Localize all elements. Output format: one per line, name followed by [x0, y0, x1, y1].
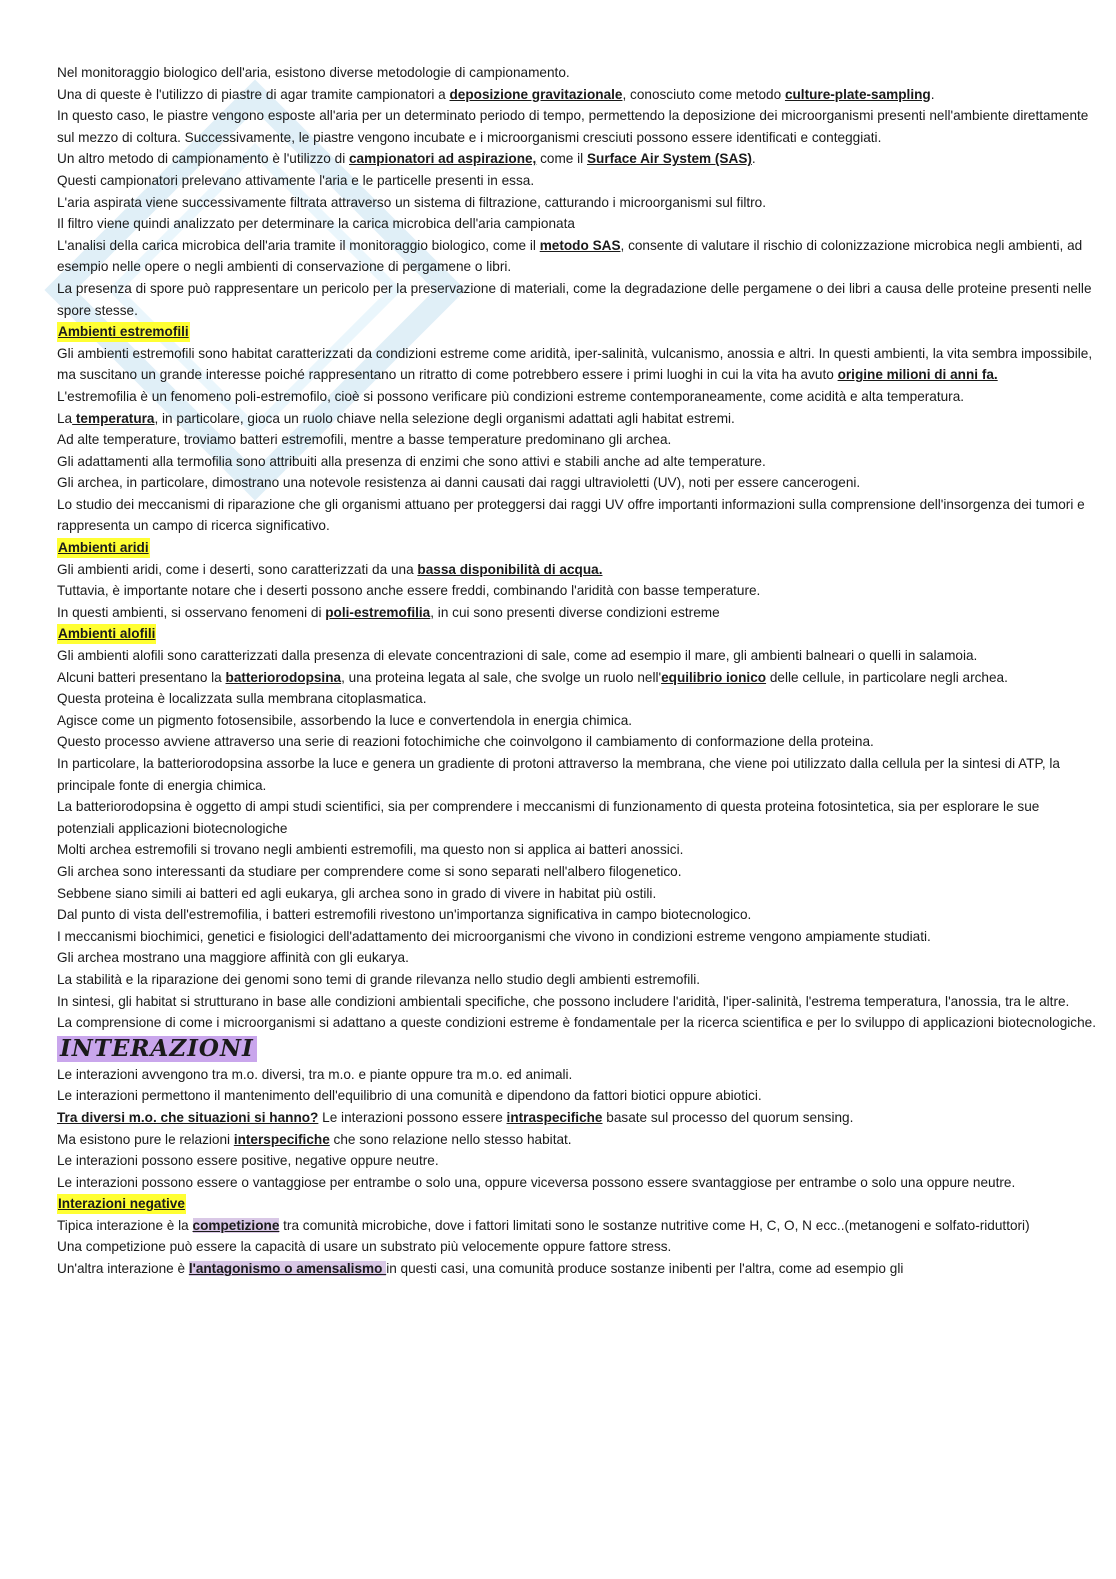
paragraph	[57, 1236, 1097, 1258]
document-body	[57, 62, 1097, 1280]
text-run: , consente di valutare il rischio di colonizzazione microbica negli ambienti, ad esempio nelle opere o negli ambienti di conservazione di pergamene o libri.	[57, 237, 1083, 275]
text-run: La stabilità e la riparazione dei genomi sono temi di grande rilevanza nello studio degli ambienti estremofili.	[57, 971, 701, 987]
text-run: Questo processo avviene attraverso una serie di reazioni fotochimiche che coinvolgono il cambiamento di conformazione della proteina.	[57, 734, 874, 750]
text-run: La batteriorodopsina è oggetto di ampi studi scientifici, sia per comprendere i meccanismi di funzionamento di questa proteina fotosintetica, sia per esplorare le sue potenziali applicazioni biotecnologiche	[57, 799, 1040, 836]
keyword: poli-estremofilia	[325, 604, 431, 620]
chapter-heading: INTERAZIONI	[57, 1036, 257, 1062]
paragraph	[57, 192, 1097, 214]
keyword: Surface Air System (SAS)	[586, 151, 752, 167]
paragraph	[57, 84, 1097, 106]
text-run: Questi campionatori prelevano attivamente l'aria e le particelle presenti in essa.	[57, 172, 535, 188]
paragraph	[57, 1215, 1097, 1237]
text-run: Questa proteina è localizzata sulla membrana citoplasmatica.	[57, 691, 427, 707]
paragraph	[57, 1258, 1097, 1280]
paragraph	[57, 105, 1097, 148]
text-run: Ma esistono pure le relazioni	[57, 1131, 234, 1147]
paragraph	[57, 991, 1097, 1013]
keyword: origine milioni di anni fa.	[837, 367, 998, 383]
text-run: In particolare, la batteriorodopsina assorbe la luce e genera un gradiente di protoni attraverso la membrana, che viene poi utilizzato dalla cellula per la sintesi di ATP, la principale fonte di energia chimica.	[57, 756, 1060, 793]
text-run: L'aria aspirata viene successivamente filtrata attraverso un sistema di filtrazione, catturando i microorganismi sul filtro.	[57, 194, 767, 210]
paragraph	[57, 1172, 1097, 1194]
paragraph	[57, 753, 1097, 796]
paragraph	[57, 904, 1097, 926]
keyword: batteriorodopsina	[225, 669, 342, 685]
text-run: Agisce come un pigmento fotosensibile, assorbendo la luce e convertendola in energia chimica.	[57, 712, 633, 728]
text-run: Gli archea mostrano una maggiore affinità con gli eukarya.	[57, 950, 409, 966]
paragraph	[57, 62, 1097, 84]
text-run: Nel monitoraggio biologico dell'aria, esistono diverse metodologie di campionamento.	[57, 65, 570, 80]
keyword: metodo SAS	[539, 237, 621, 253]
paragraph	[57, 386, 1097, 408]
paragraph	[57, 602, 1097, 624]
text-run: Gli ambienti estremofili sono habitat caratterizzati da condizioni estreme come aridità, iper-salinità, vulcanismo, anossia e altri. In questi ambienti, la vita sembra impossibile, ma suscitano un grande interesse poiché rappresentano un ritratto di come potrebbero essere i primi luoghi in cui la vita ha avuto	[57, 345, 1093, 383]
paragraph	[57, 559, 1097, 581]
paragraph	[57, 278, 1097, 321]
text-run: Alcuni batteri presentano la	[57, 669, 226, 685]
text-run: Sebbene siano simili ai batteri ed agli eukarya, gli archea sono in grado di vivere in habitat più ostili.	[57, 885, 657, 901]
text-run: Ad alte temperature, troviamo batteri estremofili, mentre a basse temperature predominano gli archea.	[57, 432, 672, 448]
text-run: basate sul processo del quorum sensing.	[602, 1109, 854, 1125]
paragraph	[57, 796, 1097, 839]
text-run: , in cui sono presenti diverse condizioni estreme	[430, 604, 720, 620]
paragraph	[57, 235, 1097, 278]
paragraph	[57, 645, 1097, 667]
paragraph	[57, 537, 1097, 559]
text-run: Gli archea, in particolare, dimostrano una notevole resistenza ai danni causati dai raggi ultravioletti (UV), noti per essere cancerogeni.	[57, 475, 861, 491]
paragraph	[57, 969, 1097, 991]
paragraph	[57, 710, 1097, 732]
paragraph	[57, 1085, 1097, 1107]
paragraph	[57, 1034, 1097, 1064]
text-run: La	[57, 410, 73, 426]
keyword: interspecifiche	[233, 1131, 330, 1147]
paragraph	[57, 947, 1097, 969]
paragraph	[57, 623, 1097, 645]
paragraph	[57, 1150, 1097, 1172]
keyword-highlight: competizione	[192, 1217, 280, 1233]
text-run: Gli adattamenti alla termofilia sono attribuiti alla presenza di enzimi che sono attivi e stabili anche ad alte temperature.	[57, 453, 766, 469]
text-run: Le interazioni permettono il mantenimento dell'equilibrio di una comunità e dipendono da fattori biotici oppure abiotici.	[57, 1088, 762, 1104]
keyword: temperatura	[72, 410, 155, 426]
paragraph	[57, 148, 1097, 170]
section-heading: Interazioni negative	[57, 1194, 186, 1214]
paragraph	[57, 688, 1097, 710]
text-run: Un'altra interazione è	[57, 1261, 189, 1277]
text-run: in questi casi, una comunità produce sostanze inibenti per l'altra, come ad esempio gli	[386, 1261, 904, 1277]
text-run: La presenza di spore può rappresentare un pericolo per la preservazione di materiali, come la degradazione delle pergamene o dei libri a causa delle proteine presenti nelle spore stesse.	[57, 280, 1092, 318]
text-run: In questi ambienti, si osservano fenomeni di	[57, 604, 326, 620]
paragraph	[57, 861, 1097, 883]
text-run: I meccanismi biochimici, genetici e fisiologici dell'adattamento dei microorganismi che vivono in condizioni estreme vengono ampiamente studiati.	[57, 928, 931, 944]
text-run: come il	[536, 151, 587, 167]
paragraph	[57, 321, 1097, 343]
text-run: Le interazioni possono essere	[318, 1109, 507, 1125]
text-run: Una di queste è l'utilizzo di piastre di agar tramite campionatori a	[57, 86, 450, 102]
paragraph	[57, 1107, 1097, 1129]
text-run: Le interazioni possono essere o vantaggiose per entrambe o solo una, oppure viceversa possono essere svantaggiose per entrambe o solo una oppure neutre.	[57, 1174, 1016, 1190]
paragraph	[57, 1012, 1097, 1034]
paragraph	[57, 580, 1097, 602]
paragraph	[57, 343, 1097, 386]
text-run: In questo caso, le piastre vengono esposte all'aria per un determinato periodo di tempo, permettendo la deposizione dei microorganismi presenti nell'ambiente direttamente sul mezzo di coltura. Successivamente, le piastre vengono incubate e i microorganismi cresciuti possono essere identificati e conteggiati.	[57, 108, 1089, 145]
text-run: , una proteina legata al sale, che svolge un ruolo nell'	[341, 669, 662, 685]
paragraph	[57, 926, 1097, 948]
paragraph	[57, 213, 1097, 235]
text-run: delle cellule, in particolare negli archea.	[766, 669, 1008, 685]
keyword: culture-plate-sampling	[784, 86, 931, 102]
keyword: deposizione gravitazionale	[449, 86, 623, 102]
paragraph	[57, 1129, 1097, 1151]
text-run: Gli ambienti aridi, come i deserti, sono caratterizzati da una	[57, 561, 418, 577]
text-run: Tuttavia, è importante notare che i deserti possono anche essere freddi, combinando l'aridità con basse temperature.	[57, 583, 761, 599]
text-run: La comprensione di come i microorganismi si adattano a queste condizioni estreme è fondamentale per la ricerca scientifica e per lo sviluppo di applicazioni biotecnologiche.	[57, 1015, 1096, 1031]
text-run: Gli archea sono interessanti da studiare per comprendere come si sono separati nell'albero filogenetico.	[57, 863, 682, 879]
text-run: , conosciuto come metodo	[622, 86, 785, 102]
paragraph	[57, 1193, 1097, 1215]
paragraph	[57, 1064, 1097, 1086]
section-heading: Ambienti alofili	[57, 624, 156, 644]
text-run: Le interazioni possono essere positive, negative oppure neutre.	[57, 1153, 439, 1169]
text-run: Tipica interazione è la	[57, 1217, 193, 1233]
paragraph	[57, 472, 1097, 494]
paragraph	[57, 494, 1097, 537]
paragraph	[57, 451, 1097, 473]
section-heading: Ambienti aridi	[57, 538, 150, 558]
keyword: equilibrio ionico	[661, 669, 767, 685]
text-run: Le interazioni avvengono tra m.o. diversi, tra m.o. e piante oppure tra m.o. ed animali.	[57, 1066, 573, 1082]
text-run: In sintesi, gli habitat si strutturano in base alle condizioni ambientali specifiche, che possono includere l'aridità, l'iper-salinità, l'estrema temperatura, l'anossia, tra le altre.	[57, 993, 1070, 1009]
text-run: .	[930, 86, 935, 102]
keyword-highlight: l'antagonismo o amensalismo	[188, 1261, 387, 1277]
paragraph	[57, 170, 1097, 192]
keyword: campionatori ad aspirazione,	[349, 151, 537, 167]
keyword: bassa disponibilità di acqua.	[417, 561, 603, 577]
text-run: , in particolare, gioca un ruolo chiave nella selezione degli organismi adattati agli habitat estremi.	[154, 410, 735, 426]
text-run: .	[751, 151, 756, 167]
keyword: Tra diversi m.o. che situazioni si hanno?	[57, 1109, 319, 1125]
paragraph	[57, 883, 1097, 905]
text-run: Il filtro viene quindi analizzato per determinare la carica microbica dell'aria campionata	[57, 216, 575, 232]
text-run: Molti archea estremofili si trovano negli ambienti estremofili, ma questo non si applica ai batteri anossici.	[57, 842, 684, 858]
text-run: L'estremofilia è un fenomeno poli-estremofilo, cioè si possono verificare più condizioni estreme contemporaneamente, come acidità e alta temperatura.	[57, 388, 965, 404]
text-run: che sono relazione nello stesso habitat.	[329, 1131, 572, 1147]
text-run: L'analisi della carica microbica dell'aria tramite il monitoraggio biologico, come il	[57, 237, 540, 253]
paragraph	[57, 667, 1097, 689]
paragraph	[57, 408, 1097, 430]
text-run: Gli ambienti alofili sono caratterizzati dalla presenza di elevate concentrazioni di sale, come ad esempio il mare, gli ambienti balneari o quelli in salamoia.	[57, 648, 978, 664]
keyword: intraspecifiche	[506, 1109, 603, 1125]
paragraph	[57, 839, 1097, 861]
text-run: Una competizione può essere la capacità di usare un substrato più velocemente oppure fattore stress.	[57, 1239, 672, 1255]
text-run: Un altro metodo di campionamento è l'utilizzo di	[57, 151, 349, 167]
text-run: tra comunità microbiche, dove i fattori limitati sono le sostanze nutritive come H, C, O, N ecc..(metanogeni e solfato-riduttori)	[279, 1217, 1030, 1233]
paragraph	[57, 429, 1097, 451]
text-run: Lo studio dei meccanismi di riparazione che gli organismi attuano per proteggersi dai raggi UV offre importanti informazioni sulla comprensione dell'insorgenza dei tumori e rappresenta un campo di ricerca significativo.	[57, 496, 1085, 534]
text-run: Dal punto di vista dell'estremofilia, i batteri estremofili rivestono un'importanza significativa in campo biotecnologico.	[57, 907, 752, 923]
section-heading: Ambienti estremofili	[57, 322, 190, 342]
paragraph	[57, 731, 1097, 753]
